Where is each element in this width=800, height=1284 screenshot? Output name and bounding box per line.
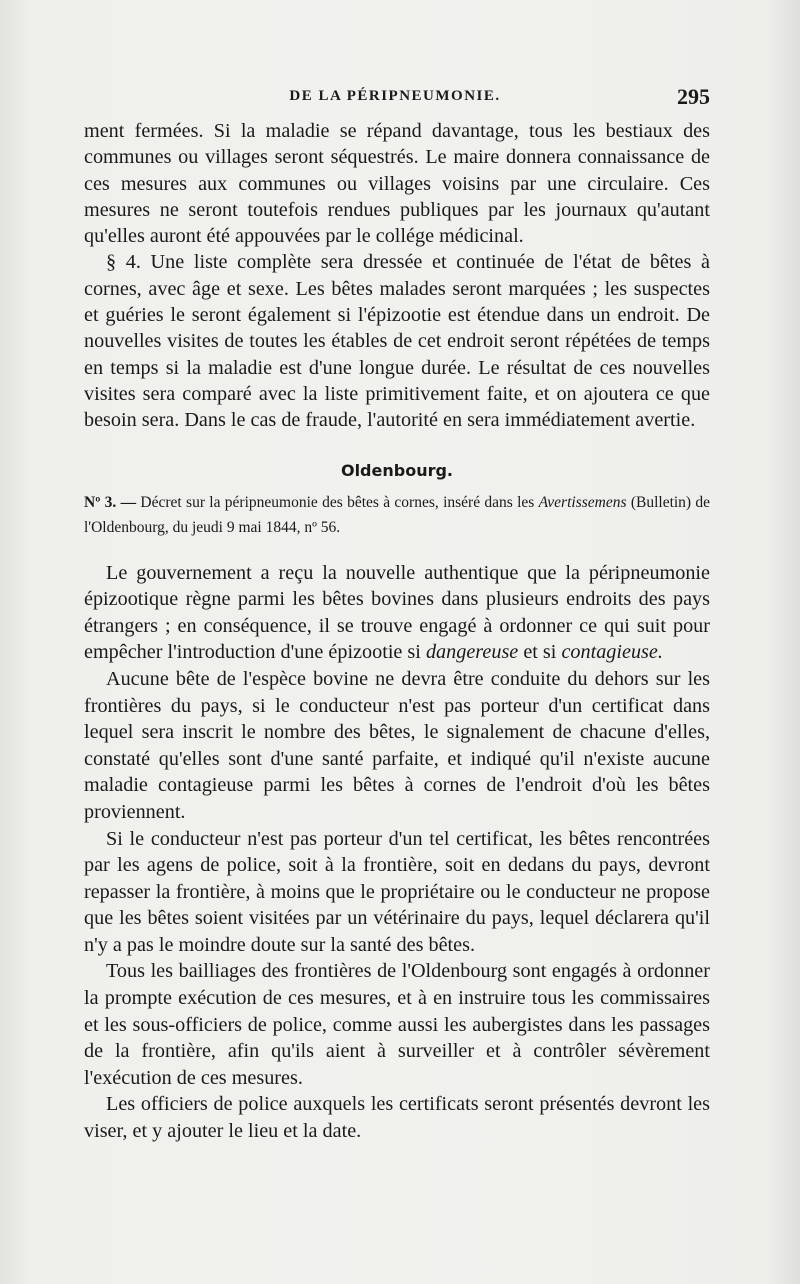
decree-text-a: Décret sur la péripneumonie des bêtes à cornes, inséré dans les: [140, 493, 535, 511]
decree-publication: Avertissemens: [538, 493, 627, 511]
decree-dash: —: [120, 493, 137, 511]
paragraph-announcement-text: Le gouvernement a reçu la nouvelle authentique que la péripneumonie épizootique règne parmi les bêtes bovines dans plusieurs endroits des pays étrangers ; en conséquence, il se trouve engagé à ordonner ce qui suit pour empêcher l'introduction d'une épizootie si: [84, 561, 710, 664]
paragraph-certificate-rule: Aucune bête de l'espèce bovine ne devra être conduite du dehors sur les frontières du pays, si le conducteur n'est pas porteur d'un certificat dans lequel sera inscrit le nombre des bêtes, le signalement de chacune d'elles, constaté qu'elles sont d'une santé parfaite, et indiqué qu'il n'existe aucune maladie contagieuse parmi les bêtes à cornes de l'endroit d'où les bêtes proviennent.: [84, 667, 710, 823]
decree-heading: [84, 490, 710, 540]
paragraph-section-4: § 4. Une liste complète sera dressée et continuée de l'état de bêtes à cornes, avec âge et sexe. Les bêtes malades seront marquées ; les suspectes et guéries le seront également si l'épizootie est étendue dans un endroit. De nouvelles visites de toutes les étables de cet endroit seront répétées de temps en temps si la maladie est d'une longue durée. Le résultat de ces nouvelles visites sera comparé avec la liste primitivement faite, et on ajoutera ce que besoin sera. Dans le cas de fraude, l'autorité en sera immédiatement avertie.: [84, 251, 710, 432]
paragraph-police-officers: Les officiers de police auxquels les certificats seront présentés devront les viser, et y ajouter le lieu et la date.: [84, 1093, 710, 1143]
paragraph-continuation: ment fermées. Si la maladie se répand davantage, tous les bestiaux des communes ou villages seront séquestrés. Le maire donnera connaissance de ces mesures aux communes ou villages voisins par une circulaire. Ces mesures ne seront toutefois rendues publiques par les journaux qu'autant qu'elles auront été appouvées par le collége médicinal.: [84, 120, 710, 248]
page-number: 295: [677, 84, 710, 109]
page-header: [80, 84, 710, 110]
section-title: Oldenbourg.: [340, 460, 454, 480]
emphasis-dangereuse: dangereuse: [425, 641, 519, 664]
paragraph-bailiwicks: Tous les bailliages des frontières de l'Oldenbourg sont engagés à ordonner la prompte exécution de ces mesures, et à en instruire tous les commissaires et les sous-officiers de police, comme aussi les aubergistes dans les passages de la frontière, afin qu'ils aient à surveiller et à contrôler sévèrement l'exécution de ces mesures.: [84, 960, 710, 1089]
body-text: [84, 118, 710, 1145]
paragraph-announcement: [84, 560, 710, 666]
decree-body: [84, 560, 710, 1145]
emphasis-contagieuse: contagieuse.: [561, 641, 663, 664]
decree-text-b: (Bulletin) de l'Oldenbourg, du jeudi 9 mai 1844, nº 56.: [84, 493, 711, 536]
paragraph-no-certificate: Si le conducteur n'est pas porteur d'un tel certificat, les bêtes rencontrées par les agens de police, soit à la frontière, soit en dedans du pays, devront repasser la frontière, à moins que le propriétaire ou le conducteur ne propose que les bêtes soient visitées par un vétérinaire du pays, lequel déclarera qu'il n'y a pas le moindre doute sur la santé des bêtes.: [84, 827, 710, 956]
decree-number: Nº 3.: [84, 493, 117, 511]
paragraph-announcement-join: et si: [523, 641, 557, 664]
running-title: DE LA PÉRIPNEUMONIE.: [289, 88, 501, 104]
